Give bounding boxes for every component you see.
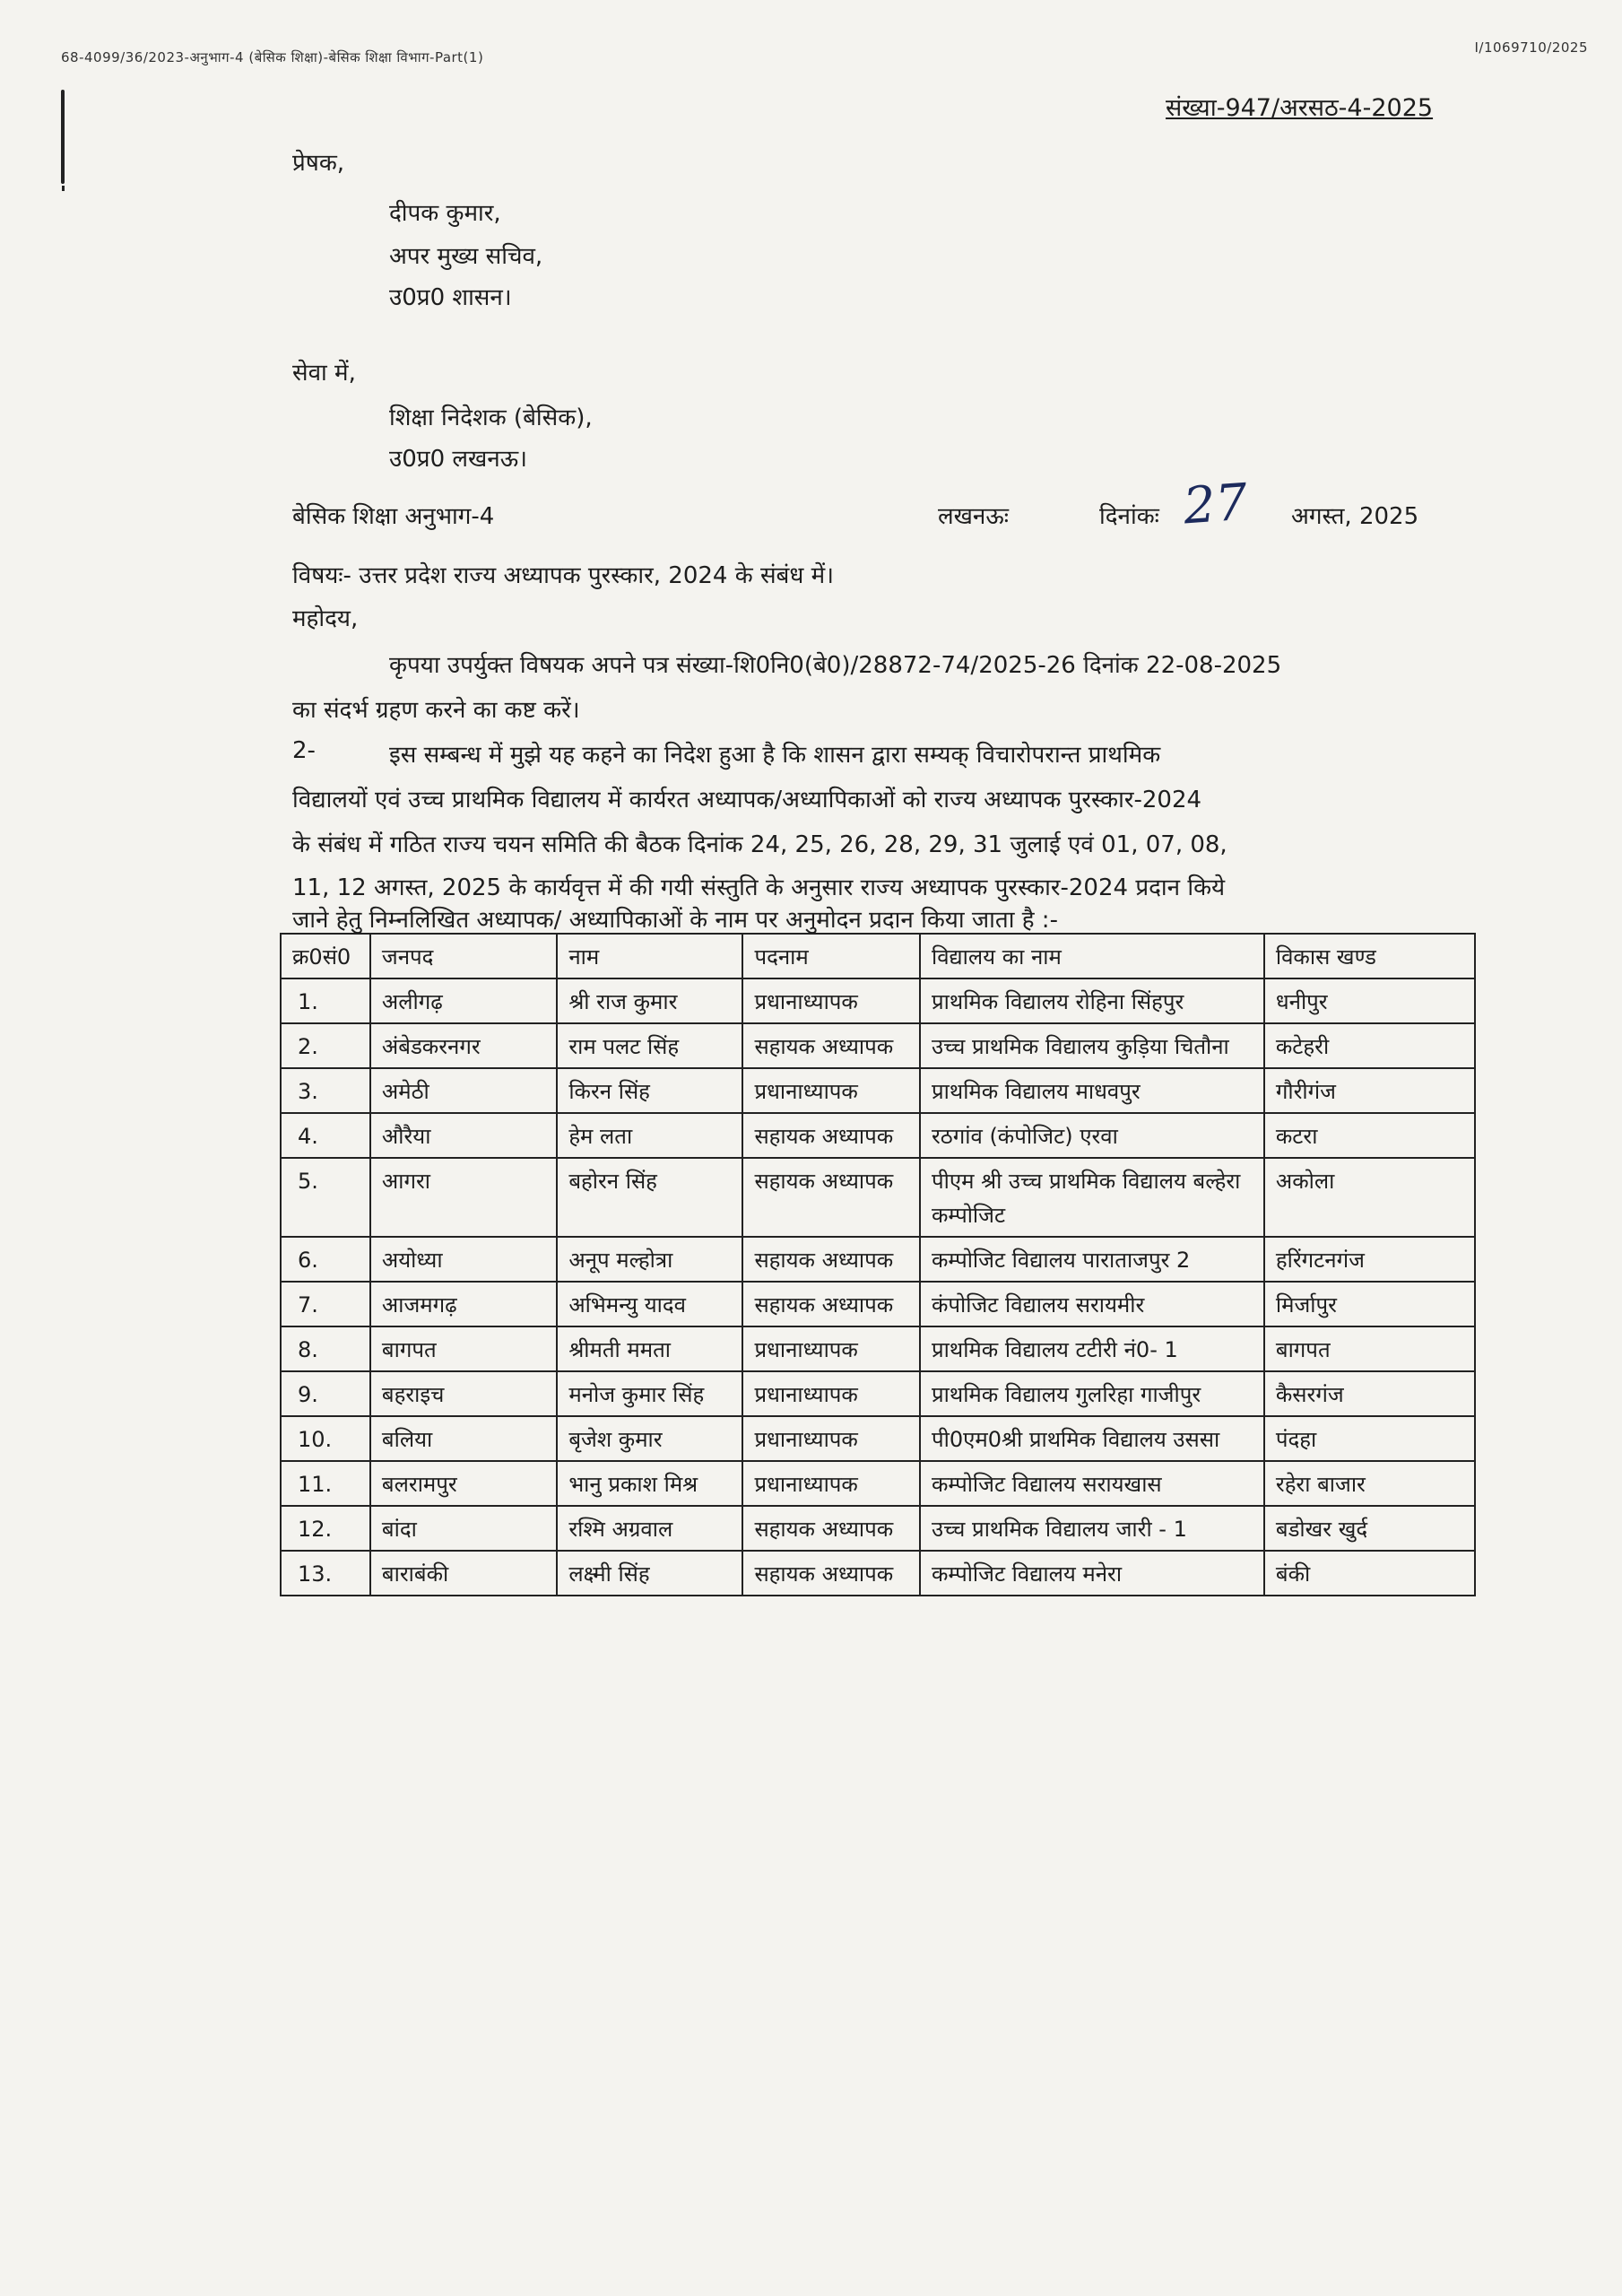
table-row [281, 978, 1475, 1023]
cell-serial: 6. [281, 1237, 370, 1282]
para2-number: 2- [292, 737, 316, 764]
cell-district: बलिया [370, 1416, 557, 1461]
date-month-year: अगस्त, 2025 [1291, 503, 1419, 530]
cell-school: कम्पोजिट विद्यालय पाराताजपुर 2 [920, 1237, 1264, 1282]
table-row [281, 1506, 1475, 1551]
cell-serial: 3. [281, 1068, 370, 1113]
sender-office: उ0प्र0 शासन। [389, 284, 512, 311]
cell-serial: 12. [281, 1506, 370, 1551]
cell-name: हेम लता [557, 1113, 742, 1158]
recipient-place: उ0प्र0 लखनऊ। [389, 446, 527, 473]
table-row [281, 1551, 1475, 1596]
cell-district: आजमगढ़ [370, 1282, 557, 1326]
cell-serial: 13. [281, 1551, 370, 1596]
cell-serial: 4. [281, 1113, 370, 1158]
cell-designation: प्रधानाध्यापक [742, 1371, 920, 1416]
table-row [281, 1237, 1475, 1282]
cell-block: बंकी [1264, 1551, 1475, 1596]
para2-line4: 11, 12 अगस्त, 2025 के कार्यवृत्त में की गयी संस्तुति के अनुसार राज्य अध्यापक पुरस्कार-2024 प्रदान किये [292, 874, 1226, 901]
table-row [281, 1113, 1475, 1158]
date-label: दिनांकः [1099, 503, 1159, 530]
cell-name: लक्ष्मी सिंह [557, 1551, 742, 1596]
cell-school: पी0एम0श्री प्राथमिक विद्यालय उससा [920, 1416, 1264, 1461]
cell-name: अभिमन्यु यादव [557, 1282, 742, 1326]
cell-serial: 10. [281, 1416, 370, 1461]
cell-block: कटरा [1264, 1113, 1475, 1158]
table-row [281, 1282, 1475, 1326]
cell-designation: सहायक अध्यापक [742, 1282, 920, 1326]
salutation: महोदय, [292, 605, 359, 632]
cell-block: अकोला [1264, 1158, 1475, 1237]
cell-district: बांदा [370, 1506, 557, 1551]
issue-place: लखनऊः [938, 503, 1009, 530]
cell-name: श्रीमती ममता [557, 1326, 742, 1371]
cell-name: किरन सिंह [557, 1068, 742, 1113]
cell-school: रठगांव (कंपोजिट) एरवा [920, 1113, 1264, 1158]
cell-district: अमेठी [370, 1068, 557, 1113]
cell-district: अयोध्या [370, 1237, 557, 1282]
cell-district: बागपत [370, 1326, 557, 1371]
cell-block: धनीपुर [1264, 978, 1475, 1023]
cell-district: बाराबंकी [370, 1551, 557, 1596]
cell-school: प्राथमिक विद्यालय टटीरी नं0- 1 [920, 1326, 1264, 1371]
cell-school: प्राथमिक विद्यालय रोहिना सिंहपुर [920, 978, 1264, 1023]
sender-designation: अपर मुख्य सचिव, [389, 243, 543, 270]
header-district: जनपद [370, 934, 557, 978]
cell-serial: 5. [281, 1158, 370, 1237]
handwritten-date-day: 27 [1181, 473, 1250, 536]
cell-school: पीएम श्री उच्च प्राथमिक विद्यालय बल्हेरा कम्पोजिट [920, 1158, 1264, 1237]
cell-serial: 2. [281, 1023, 370, 1068]
table-row [281, 1326, 1475, 1371]
table-row [281, 1068, 1475, 1113]
cell-district: अलीगढ़ [370, 978, 557, 1023]
cell-serial: 9. [281, 1371, 370, 1416]
cell-district: आगरा [370, 1158, 557, 1237]
recipient-label: सेवा में, [292, 360, 356, 387]
cell-name: अनूप मल्होत्रा [557, 1237, 742, 1282]
header-school: विद्यालय का नाम [920, 934, 1264, 978]
para2-line2: विद्यालयों एवं उच्च प्राथमिक विद्यालय में कार्यरत अध्यापक/अध्यापिकाओं को राज्य अध्यापक पुरस्कार-2024 [292, 787, 1202, 813]
cell-designation: प्रधानाध्यापक [742, 978, 920, 1023]
cell-school: कम्पोजिट विद्यालय मनेरा [920, 1551, 1264, 1596]
para1-line1: कृपया उपर्युक्त विषयक अपने पत्र संख्या-शि0नि0(बे0)/28872-74/2025-26 दिनांक 22-08-2025 [389, 652, 1282, 679]
cell-serial: 1. [281, 978, 370, 1023]
sender-label: प्रेषक, [292, 150, 345, 177]
cell-block: रहेरा बाजार [1264, 1461, 1475, 1506]
para2-line1: इस सम्बन्ध में मुझे यह कहने का निदेश हुआ है कि शासन द्वारा सम्यक् विचारोपरान्त प्राथमिक [389, 742, 1161, 769]
cell-school: प्राथमिक विद्यालय माधवपुर [920, 1068, 1264, 1113]
cell-name: बहोरन सिंह [557, 1158, 742, 1237]
para2-line5: जाने हेतु निम्नलिखित अध्यापक/ अध्यापिकाओं के नाम पर अनुमोदन प्रदान किया जाता है :- [292, 907, 1058, 934]
letter-number: संख्या-947/अरसठ-4-2025 [1166, 94, 1434, 122]
header-name: नाम [557, 934, 742, 978]
cell-name: रश्मि अग्रवाल [557, 1506, 742, 1551]
cell-designation: सहायक अध्यापक [742, 1237, 920, 1282]
cell-designation: सहायक अध्यापक [742, 1506, 920, 1551]
cell-designation: सहायक अध्यापक [742, 1023, 920, 1068]
binder-dot [62, 186, 65, 191]
cell-name: राम पलट सिंह [557, 1023, 742, 1068]
cell-block: पंदहा [1264, 1416, 1475, 1461]
cell-designation: प्रधानाध्यापक [742, 1416, 920, 1461]
table-body [281, 978, 1475, 1596]
cell-designation: सहायक अध्यापक [742, 1551, 920, 1596]
cell-designation: प्रधानाध्यापक [742, 1326, 920, 1371]
recipient-name: शिक्षा निदेशक (बेसिक), [389, 404, 593, 431]
binder-mark [61, 90, 65, 184]
cell-name: भानु प्रकाश मिश्र [557, 1461, 742, 1506]
header-block: विकास खण्ड [1264, 934, 1475, 978]
cell-block: कटेहरी [1264, 1023, 1475, 1068]
cell-district: बहराइच [370, 1371, 557, 1416]
section-name: बेसिक शिक्षा अनुभाग-4 [292, 503, 495, 530]
cell-school: कम्पोजिट विद्यालय सरायखास [920, 1461, 1264, 1506]
table-row [281, 1416, 1475, 1461]
cell-block: गौरीगंज [1264, 1068, 1475, 1113]
table-header-row [281, 934, 1475, 978]
cell-designation: प्रधानाध्यापक [742, 1461, 920, 1506]
cell-district: अंबेडकरनगर [370, 1023, 557, 1068]
cell-school: उच्च प्राथमिक विद्यालय जारी - 1 [920, 1506, 1264, 1551]
cell-designation: सहायक अध्यापक [742, 1158, 920, 1237]
cell-block: हरिंगटनगंज [1264, 1237, 1475, 1282]
header-designation: पदनाम [742, 934, 920, 978]
table-row [281, 1023, 1475, 1068]
cell-block: मिर्जापुर [1264, 1282, 1475, 1326]
cell-block: बडोखर खुर्द [1264, 1506, 1475, 1551]
awardees-table [280, 933, 1476, 1596]
cell-name: श्री राज कुमार [557, 978, 742, 1023]
cell-designation: सहायक अध्यापक [742, 1113, 920, 1158]
cell-serial: 7. [281, 1282, 370, 1326]
table-row [281, 1158, 1475, 1237]
subject-line: विषयः- उत्तर प्रदेश राज्य अध्यापक पुरस्कार, 2024 के संबंध में। [292, 562, 835, 589]
header-serial: क्र0सं0 [281, 934, 370, 978]
para2-line3: के संबंध में गठित राज्य चयन समिति की बैठक दिनांक 24, 25, 26, 28, 29, 31 जुलाई एवं 01, 07, 08, [292, 831, 1227, 858]
document-id: I/1069710/2025 [1474, 39, 1588, 56]
sender-name: दीपक कुमार, [389, 200, 501, 227]
cell-serial: 8. [281, 1326, 370, 1371]
cell-school: प्राथमिक विद्यालय गुलरिहा गाजीपुर [920, 1371, 1264, 1416]
cell-school: उच्च प्राथमिक विद्यालय कुड़िया चितौना [920, 1023, 1264, 1068]
cell-block: बागपत [1264, 1326, 1475, 1371]
cell-serial: 11. [281, 1461, 370, 1506]
table-row [281, 1461, 1475, 1506]
cell-district: औरैया [370, 1113, 557, 1158]
cell-name: मनोज कुमार सिंह [557, 1371, 742, 1416]
file-reference: 68-4099/36/2023-अनुभाग-4 (बेसिक शिक्षा)-बेसिक शिक्षा विभाग-Part(1) [61, 49, 484, 65]
cell-designation: प्रधानाध्यापक [742, 1068, 920, 1113]
cell-name: बृजेश कुमार [557, 1416, 742, 1461]
para1-line2: का संदर्भ ग्रहण करने का कष्ट करें। [292, 697, 580, 724]
cell-school: कंपोजिट विद्यालय सरायमीर [920, 1282, 1264, 1326]
cell-block: कैसरगंज [1264, 1371, 1475, 1416]
table-row [281, 1371, 1475, 1416]
cell-district: बलरामपुर [370, 1461, 557, 1506]
